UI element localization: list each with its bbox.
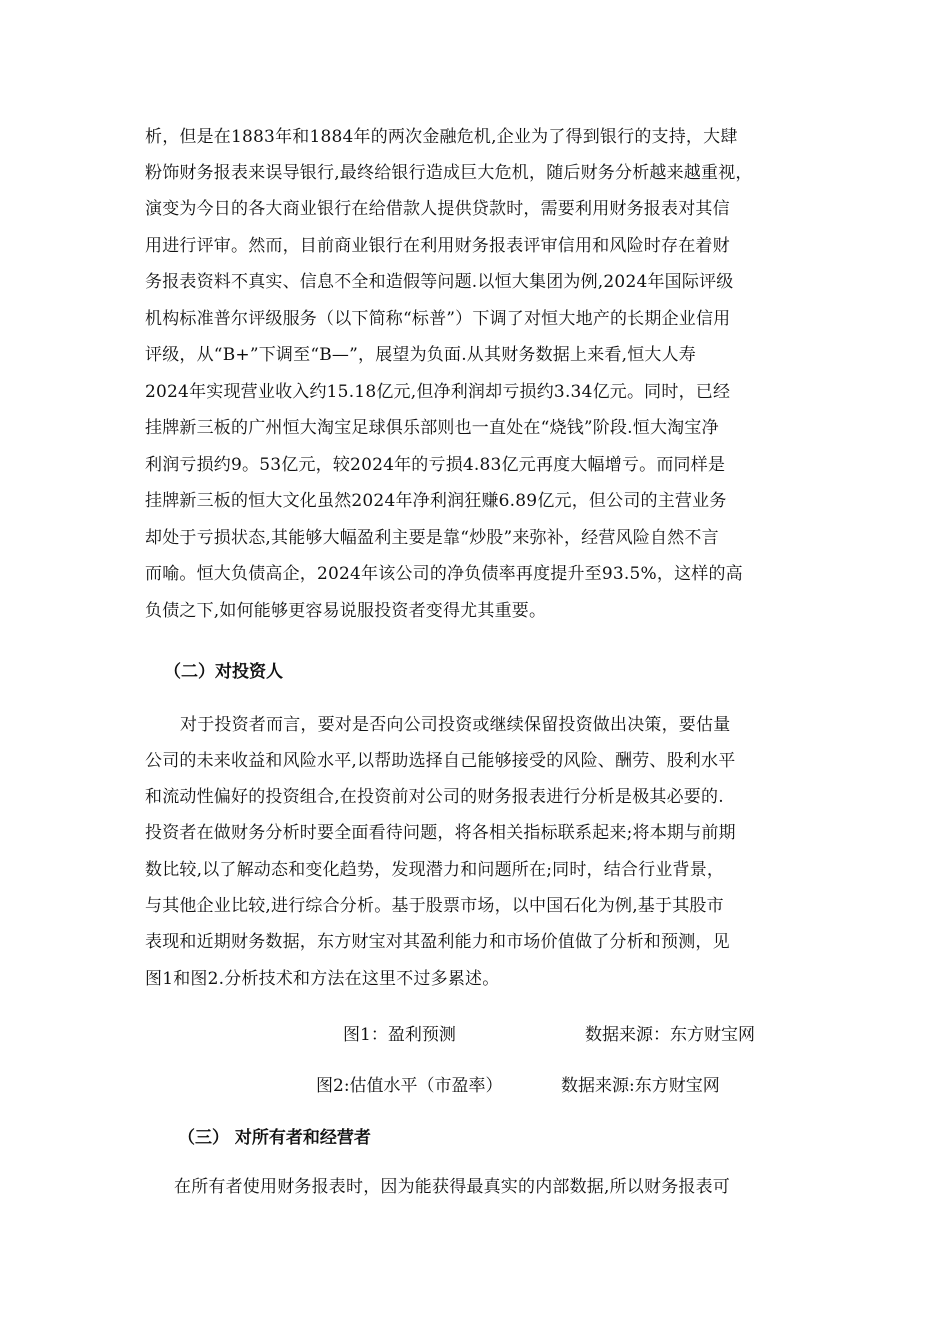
text-line: 负债之下,如何能够更容易说服投资者变得尤其重要。 bbox=[145, 601, 547, 621]
text-line: 却处于亏损状态,其能够大幅盈利主要是靠“炒股”来弥补，经营风险自然不言 bbox=[145, 528, 719, 548]
text-line: 挂牌新三板的广州恒大淘宝足球俱乐部则也一直处在“烧钱”阶段.恒大淘宝净 bbox=[145, 418, 719, 438]
text-line: 务报表资料不真实、信息不全和造假等问题.以恒大集团为例,2024年国际评级 bbox=[145, 272, 734, 292]
figure-1-source: 数据来源：东方财宝网 bbox=[585, 1025, 755, 1045]
section-heading-investors: （二）对投资人 bbox=[164, 662, 283, 682]
section-heading-owners-managers: （三） 对所有者和经营者 bbox=[178, 1128, 371, 1148]
text-line: 数比较,以了解动态和变化趋势，发现潜力和问题所在;同时，结合行业背景， bbox=[145, 860, 725, 880]
text-line: 和流动性偏好的投资组合,在投资前对公司的财务报表进行分析是极其必要的. bbox=[145, 787, 724, 807]
text-line: 粉饰财务报表来误导银行,最终给银行造成巨大危机，随后财务分析越来越重视， bbox=[145, 163, 753, 183]
figure-2-source: 数据来源:东方财宝网 bbox=[561, 1076, 720, 1096]
text-line: 利润亏损约9。53亿元，较2024年的亏损4.83亿元再度大幅增亏。而同样是 bbox=[145, 455, 726, 475]
text-line: 投资者在做财务分析时要全面看待问题，将各相关指标联系起来;将本期与前期 bbox=[145, 823, 736, 843]
text-line: 与其他企业比较,进行综合分析。基于股票市场，以中国石化为例,基于其股市 bbox=[145, 896, 724, 916]
text-line: 挂牌新三板的恒大文化虽然2024年净利润狂赚6.89亿元，但公司的主营业务 bbox=[145, 491, 727, 511]
text-line: 评级，从“B+”下调至“B—”，展望为负面.从其财务数据上来看,恒大人寿 bbox=[145, 345, 696, 365]
text-line: 机构标准普尔评级服务（以下简称“标普”）下调了对恒大地产的长期企业信用 bbox=[145, 309, 731, 329]
text-line: 析，但是在1883年和1884年的两次金融危机,企业为了得到银行的支持，大肆 bbox=[145, 127, 738, 147]
text-line: 图1和图2.分析技术和方法在这里不过多累述。 bbox=[145, 969, 500, 989]
text-line: 公司的未来收益和风险水平,以帮助选择自己能够接受的风险、酬劳、股利水平 bbox=[145, 751, 736, 771]
text-line: 演变为今日的各大商业银行在给借款人提供贷款时，需要利用财务报表对其信 bbox=[145, 199, 730, 219]
text-line: 用进行评审。然而，目前商业银行在利用财务报表评审信用和风险时存在着财 bbox=[145, 236, 730, 256]
text-line: 而喻。恒大负债高企，2024年该公司的净负债率再度提升至93.5%，这样的高 bbox=[145, 564, 743, 584]
text-line: 2024年实现营业收入约15.18亿元,但净利润却亏损约3.34亿元。同时，已经 bbox=[145, 382, 731, 402]
text-line: 在所有者使用财务报表时，因为能获得最真实的内部数据,所以财务报表可 bbox=[174, 1177, 731, 1197]
text-line: 对于投资者而言，要对是否向公司投资或继续保留投资做出决策，要估量 bbox=[180, 715, 731, 735]
figure-2-caption: 图2:估值水平（市盈率） bbox=[316, 1076, 503, 1096]
figure-1-caption: 图1：盈利预测 bbox=[343, 1025, 456, 1045]
text-line: 表现和近期财务数据，东方财宝对其盈利能力和市场价值做了分析和预测，见 bbox=[145, 932, 730, 952]
